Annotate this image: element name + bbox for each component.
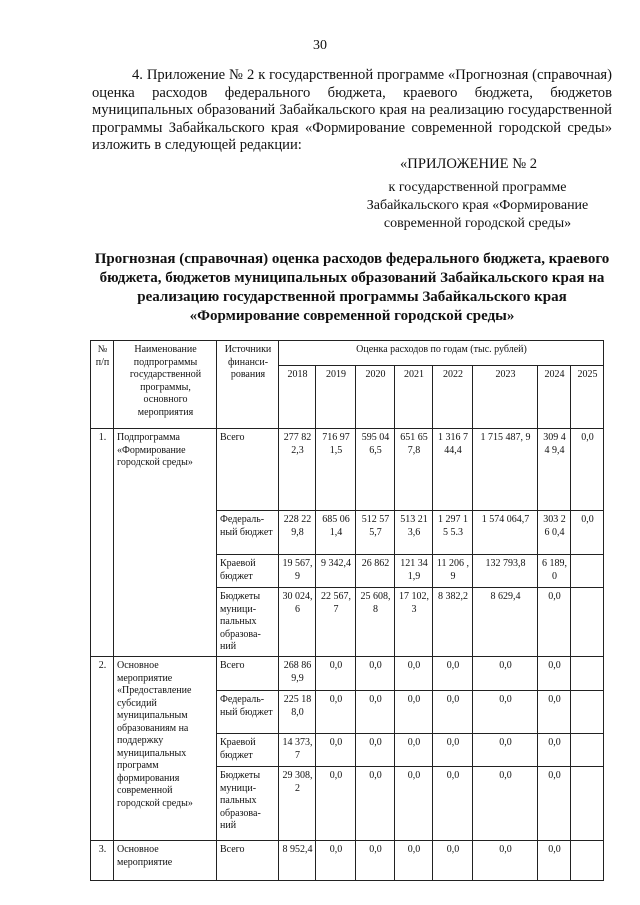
- value-cell: 0,0: [433, 691, 473, 734]
- table-row: [91, 841, 604, 881]
- year-header: 2020: [356, 366, 395, 429]
- table-row: [91, 429, 604, 511]
- appendix-title: «ПРИЛОЖЕНИЕ № 2: [400, 156, 538, 172]
- value-cell: 6 189, 0: [538, 555, 571, 588]
- value-cell: 0,0: [433, 734, 473, 767]
- funding-source: Бюджеты муници-пальных образова-ний: [217, 767, 279, 841]
- value-cell: 0,0: [316, 657, 356, 691]
- funding-source: Краевой бюджет: [217, 555, 279, 588]
- year-header: 2023: [473, 366, 538, 429]
- value-cell: 8 952,4: [279, 841, 316, 881]
- table-header: [91, 341, 604, 429]
- value-cell: 225 188,0: [279, 691, 316, 734]
- appendix-line-1: к государственной программе: [388, 180, 567, 195]
- value-cell: 0,0: [356, 841, 395, 881]
- funding-source: Краевой бюджет: [217, 734, 279, 767]
- value-cell: 268 869,9: [279, 657, 316, 691]
- value-cell: 0,0: [395, 657, 433, 691]
- value-cell: 1 574 064,7: [473, 511, 538, 555]
- expense-table: [90, 340, 604, 881]
- value-cell: 14 373,7: [279, 734, 316, 767]
- year-header: 2022: [433, 366, 473, 429]
- document-title: Прогнозная (справочная) оценка расходов федерального бюджета, краевого бюджета, бюджетов муниципальных образований Забайкальского края на реализацию государственной программы Забайкальского края «Формирование современной городской среды»: [94, 251, 610, 324]
- value-cell: 0,0: [538, 734, 571, 767]
- item-name: Основное мероприятие «Предоставление субсидий муниципальным образованиям на поддержку муниципальных программ формирования современной городской среды»: [114, 657, 217, 841]
- appendix-line-3: современной городской среды»: [383, 216, 572, 231]
- value-cell: 0,0: [433, 657, 473, 691]
- funding-source: Всего: [217, 657, 279, 691]
- value-cell: 25 608,8: [356, 588, 395, 657]
- funding-source: Всего: [217, 841, 279, 881]
- item-number: 1.: [91, 429, 114, 657]
- value-cell: 0,0: [538, 588, 571, 657]
- value-cell: 121 341,9: [395, 555, 433, 588]
- value-cell: 0,0: [433, 841, 473, 881]
- intro-paragraph: 4. Приложение № 2 к государственной программе «Прогнозная (справочная) оценка расходов федерального бюджета, краевого бюджета, бюджетов муниципальных образований Забайкальского края на реализацию государственной программы Забайкальского края «Формирование современной городской среды» изложить в следующей редакции:: [92, 67, 612, 154]
- value-cell: 132 793,8: [473, 555, 538, 588]
- value-cell: 0,0: [433, 767, 473, 841]
- value-cell: 0,0: [538, 657, 571, 691]
- value-cell: 0,0: [538, 691, 571, 734]
- value-cell: 0,0: [395, 767, 433, 841]
- value-cell: 0,0: [473, 841, 538, 881]
- appendix-subtitle: [345, 179, 610, 233]
- value-cell: 0,0: [473, 767, 538, 841]
- value-cell: 716 971,5: [316, 429, 356, 511]
- header-num: № п/п: [91, 341, 114, 429]
- value-cell: 0,0: [571, 511, 604, 555]
- item-name: Подпрограмма «Формирование городской среды»: [114, 429, 217, 657]
- value-cell: 0,0: [538, 841, 571, 881]
- funding-source: Всего: [217, 429, 279, 511]
- header-source: Источники финанси-рования: [217, 341, 279, 429]
- value-cell: 11 206 ,9: [433, 555, 473, 588]
- value-cell: 0,0: [395, 841, 433, 881]
- year-header: 2025: [571, 366, 604, 429]
- year-header: 2018: [279, 366, 316, 429]
- value-cell: 512 575,7: [356, 511, 395, 555]
- value-cell: 595 046,5: [356, 429, 395, 511]
- value-cell: 303 26 0,4: [538, 511, 571, 555]
- value-cell: 0,0: [316, 841, 356, 881]
- appendix-line-2: Забайкальского края «Формирование: [366, 198, 589, 213]
- value-cell: [571, 691, 604, 734]
- value-cell: 9 342,4: [316, 555, 356, 588]
- value-cell: 0,0: [473, 691, 538, 734]
- value-cell: 26 862: [356, 555, 395, 588]
- value-cell: [571, 734, 604, 767]
- value-cell: 0,0: [473, 657, 538, 691]
- value-cell: 0,0: [571, 429, 604, 511]
- value-cell: 17 102,3: [395, 588, 433, 657]
- value-cell: 0,0: [538, 767, 571, 841]
- year-header: 2024: [538, 366, 571, 429]
- value-cell: 513 213,6: [395, 511, 433, 555]
- value-cell: 651 65 7,8: [395, 429, 433, 511]
- table-body: [91, 429, 604, 881]
- value-cell: 22 567,7: [316, 588, 356, 657]
- value-cell: 0,0: [316, 767, 356, 841]
- value-cell: 0,0: [395, 734, 433, 767]
- value-cell: 1 316 744,4: [433, 429, 473, 511]
- value-cell: 8 629,4: [473, 588, 538, 657]
- item-number: 3.: [91, 841, 114, 881]
- value-cell: 1 297 15 5.3: [433, 511, 473, 555]
- value-cell: 0,0: [316, 734, 356, 767]
- value-cell: [571, 588, 604, 657]
- funding-source: Бюджеты муници-пальных образова-ний: [217, 588, 279, 657]
- page-number: 30: [313, 38, 327, 53]
- header-estimate: Оценка расходов по годам (тыс. рублей): [279, 341, 604, 366]
- value-cell: 0,0: [356, 691, 395, 734]
- value-cell: 228 229,8: [279, 511, 316, 555]
- value-cell: 309 44 9,4: [538, 429, 571, 511]
- value-cell: 1 715 487, 9: [473, 429, 538, 511]
- value-cell: 19 567,9: [279, 555, 316, 588]
- value-cell: [571, 841, 604, 881]
- funding-source: Федераль-ный бюджет: [217, 691, 279, 734]
- year-header: 2019: [316, 366, 356, 429]
- value-cell: 0,0: [316, 691, 356, 734]
- value-cell: 277 822,3: [279, 429, 316, 511]
- funding-source: Федераль-ный бюджет: [217, 511, 279, 555]
- value-cell: 8 382,2: [433, 588, 473, 657]
- value-cell: [571, 555, 604, 588]
- value-cell: 29 308,2: [279, 767, 316, 841]
- value-cell: 685 061,4: [316, 511, 356, 555]
- table-row: [91, 657, 604, 691]
- item-name: Основное мероприятие: [114, 841, 217, 881]
- value-cell: 0,0: [356, 767, 395, 841]
- value-cell: [571, 767, 604, 841]
- value-cell: 0,0: [473, 734, 538, 767]
- value-cell: 0,0: [356, 734, 395, 767]
- value-cell: [571, 657, 604, 691]
- header-name: Наименование подпрограммы государственной программы, основного мероприятия: [114, 341, 217, 429]
- value-cell: 0,0: [395, 691, 433, 734]
- value-cell: 30 024,6: [279, 588, 316, 657]
- value-cell: 0,0: [356, 657, 395, 691]
- item-number: 2.: [91, 657, 114, 841]
- year-header: 2021: [395, 366, 433, 429]
